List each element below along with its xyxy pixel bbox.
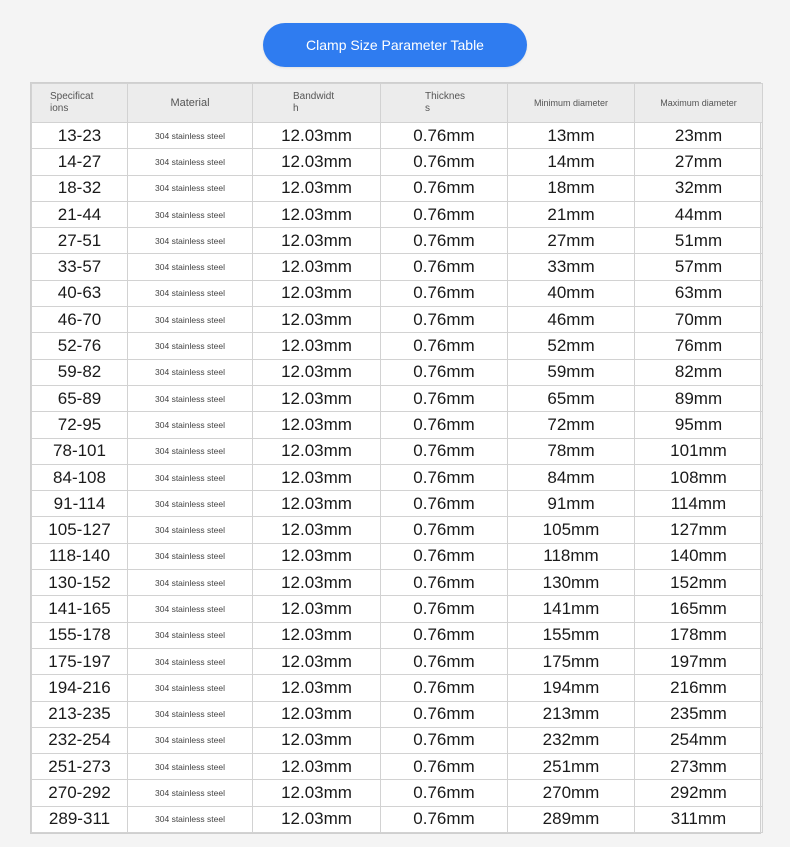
- cell-bandwidth: 12.03mm: [253, 570, 381, 596]
- cell-material: 304 stainless steel: [128, 307, 253, 333]
- cell-maximum-diameter: 273mm: [635, 754, 763, 780]
- cell-specification: 141-165: [32, 596, 128, 622]
- header-minimum-diameter: [508, 84, 635, 123]
- cell-bandwidth: 12.03mm: [253, 438, 381, 464]
- cell-maximum-diameter: 216mm: [635, 675, 763, 701]
- table-row: [32, 596, 763, 622]
- cell-maximum-diameter: 114mm: [635, 491, 763, 517]
- cell-thickness: 0.76mm: [381, 201, 508, 227]
- table-row: [32, 412, 763, 438]
- cell-minimum-diameter: 84mm: [508, 464, 635, 490]
- cell-minimum-diameter: 155mm: [508, 622, 635, 648]
- cell-minimum-diameter: 141mm: [508, 596, 635, 622]
- cell-minimum-diameter: 91mm: [508, 491, 635, 517]
- cell-minimum-diameter: 59mm: [508, 359, 635, 385]
- cell-material: 304 stainless steel: [128, 123, 253, 149]
- cell-material: 304 stainless steel: [128, 464, 253, 490]
- cell-material: 304 stainless steel: [128, 727, 253, 753]
- cell-specification: 21-44: [32, 201, 128, 227]
- cell-maximum-diameter: 89mm: [635, 385, 763, 411]
- cell-thickness: 0.76mm: [381, 175, 508, 201]
- table-row: [32, 675, 763, 701]
- cell-minimum-diameter: 78mm: [508, 438, 635, 464]
- cell-minimum-diameter: 175mm: [508, 648, 635, 674]
- cell-specification: 175-197: [32, 648, 128, 674]
- table-row: [32, 570, 763, 596]
- cell-thickness: 0.76mm: [381, 123, 508, 149]
- cell-maximum-diameter: 197mm: [635, 648, 763, 674]
- cell-material: 304 stainless steel: [128, 648, 253, 674]
- cell-minimum-diameter: 270mm: [508, 780, 635, 806]
- table-row: [32, 307, 763, 333]
- cell-specification: 194-216: [32, 675, 128, 701]
- header-material: [128, 84, 253, 123]
- cell-maximum-diameter: 127mm: [635, 517, 763, 543]
- cell-bandwidth: 12.03mm: [253, 517, 381, 543]
- page-title: Clamp Size Parameter Table: [306, 37, 484, 53]
- cell-bandwidth: 12.03mm: [253, 622, 381, 648]
- header-band-line1: Bandwidt: [293, 91, 335, 102]
- cell-bandwidth: 12.03mm: [253, 806, 381, 832]
- cell-specification: 33-57: [32, 254, 128, 280]
- cell-bandwidth: 12.03mm: [253, 727, 381, 753]
- parameter-table: [31, 83, 763, 833]
- cell-thickness: 0.76mm: [381, 438, 508, 464]
- table-row: [32, 491, 763, 517]
- cell-minimum-diameter: 65mm: [508, 385, 635, 411]
- table-row: [32, 648, 763, 674]
- cell-material: 304 stainless steel: [128, 412, 253, 438]
- cell-thickness: 0.76mm: [381, 596, 508, 622]
- cell-material: 304 stainless steel: [128, 543, 253, 569]
- table-row: [32, 622, 763, 648]
- cell-thickness: 0.76mm: [381, 149, 508, 175]
- cell-maximum-diameter: 95mm: [635, 412, 763, 438]
- cell-thickness: 0.76mm: [381, 254, 508, 280]
- cell-specification: 78-101: [32, 438, 128, 464]
- cell-minimum-diameter: 194mm: [508, 675, 635, 701]
- cell-thickness: 0.76mm: [381, 754, 508, 780]
- table-row: [32, 175, 763, 201]
- cell-material: 304 stainless steel: [128, 175, 253, 201]
- table-row: [32, 280, 763, 306]
- header-thickness: [381, 84, 508, 123]
- cell-material: 304 stainless steel: [128, 385, 253, 411]
- cell-maximum-diameter: 82mm: [635, 359, 763, 385]
- cell-thickness: 0.76mm: [381, 307, 508, 333]
- cell-minimum-diameter: 27mm: [508, 228, 635, 254]
- table-row: [32, 701, 763, 727]
- cell-bandwidth: 12.03mm: [253, 228, 381, 254]
- header-min-label: Minimum diameter: [533, 98, 609, 108]
- header-bandwidth: [253, 84, 381, 123]
- cell-maximum-diameter: 70mm: [635, 307, 763, 333]
- cell-thickness: 0.76mm: [381, 570, 508, 596]
- cell-material: 304 stainless steel: [128, 438, 253, 464]
- cell-minimum-diameter: 18mm: [508, 175, 635, 201]
- cell-material: 304 stainless steel: [128, 333, 253, 359]
- cell-thickness: 0.76mm: [381, 385, 508, 411]
- cell-material: 304 stainless steel: [128, 149, 253, 175]
- cell-maximum-diameter: 152mm: [635, 570, 763, 596]
- cell-material: 304 stainless steel: [128, 675, 253, 701]
- cell-bandwidth: 12.03mm: [253, 754, 381, 780]
- parameter-table-container: [30, 82, 761, 834]
- cell-material: 304 stainless steel: [128, 754, 253, 780]
- header-band-line2: h: [293, 103, 299, 114]
- cell-maximum-diameter: 63mm: [635, 280, 763, 306]
- cell-specification: 118-140: [32, 543, 128, 569]
- table-row: [32, 464, 763, 490]
- cell-specification: 91-114: [32, 491, 128, 517]
- cell-bandwidth: 12.03mm: [253, 201, 381, 227]
- table-row: [32, 727, 763, 753]
- header-thick-line1: Thicknes: [425, 91, 466, 102]
- cell-bandwidth: 12.03mm: [253, 412, 381, 438]
- cell-specification: 40-63: [32, 280, 128, 306]
- cell-material: 304 stainless steel: [128, 701, 253, 727]
- cell-minimum-diameter: 130mm: [508, 570, 635, 596]
- table-row: [32, 149, 763, 175]
- table-row: [32, 359, 763, 385]
- cell-specification: 14-27: [32, 149, 128, 175]
- cell-bandwidth: 12.03mm: [253, 780, 381, 806]
- cell-bandwidth: 12.03mm: [253, 464, 381, 490]
- cell-thickness: 0.76mm: [381, 780, 508, 806]
- cell-bandwidth: 12.03mm: [253, 280, 381, 306]
- cell-specification: 105-127: [32, 517, 128, 543]
- cell-specification: 232-254: [32, 727, 128, 753]
- table-row: [32, 123, 763, 149]
- cell-material: 304 stainless steel: [128, 280, 253, 306]
- table-row: [32, 201, 763, 227]
- cell-material: 304 stainless steel: [128, 254, 253, 280]
- cell-thickness: 0.76mm: [381, 228, 508, 254]
- cell-maximum-diameter: 165mm: [635, 596, 763, 622]
- cell-minimum-diameter: 33mm: [508, 254, 635, 280]
- cell-minimum-diameter: 289mm: [508, 806, 635, 832]
- cell-specification: 27-51: [32, 228, 128, 254]
- cell-specification: 52-76: [32, 333, 128, 359]
- cell-maximum-diameter: 254mm: [635, 727, 763, 753]
- cell-material: 304 stainless steel: [128, 517, 253, 543]
- cell-bandwidth: 12.03mm: [253, 701, 381, 727]
- cell-specification: 59-82: [32, 359, 128, 385]
- cell-maximum-diameter: 32mm: [635, 175, 763, 201]
- cell-thickness: 0.76mm: [381, 622, 508, 648]
- cell-bandwidth: 12.03mm: [253, 543, 381, 569]
- cell-minimum-diameter: 52mm: [508, 333, 635, 359]
- cell-specification: 84-108: [32, 464, 128, 490]
- cell-thickness: 0.76mm: [381, 648, 508, 674]
- header-thick-line2: s: [425, 103, 430, 114]
- cell-specification: 130-152: [32, 570, 128, 596]
- cell-specification: 72-95: [32, 412, 128, 438]
- cell-minimum-diameter: 232mm: [508, 727, 635, 753]
- cell-maximum-diameter: 76mm: [635, 333, 763, 359]
- cell-material: 304 stainless steel: [128, 780, 253, 806]
- table-header-row: [32, 84, 763, 123]
- table-row: [32, 754, 763, 780]
- cell-thickness: 0.76mm: [381, 412, 508, 438]
- header-spec-line1: Specificat: [50, 91, 94, 102]
- cell-material: 304 stainless steel: [128, 806, 253, 832]
- cell-bandwidth: 12.03mm: [253, 385, 381, 411]
- cell-minimum-diameter: 118mm: [508, 543, 635, 569]
- cell-material: 304 stainless steel: [128, 570, 253, 596]
- cell-thickness: 0.76mm: [381, 359, 508, 385]
- cell-material: 304 stainless steel: [128, 622, 253, 648]
- cell-bandwidth: 12.03mm: [253, 675, 381, 701]
- cell-material: 304 stainless steel: [128, 228, 253, 254]
- cell-maximum-diameter: 57mm: [635, 254, 763, 280]
- cell-specification: 251-273: [32, 754, 128, 780]
- cell-maximum-diameter: 23mm: [635, 123, 763, 149]
- cell-specification: 13-23: [32, 123, 128, 149]
- cell-thickness: 0.76mm: [381, 675, 508, 701]
- cell-bandwidth: 12.03mm: [253, 596, 381, 622]
- cell-bandwidth: 12.03mm: [253, 307, 381, 333]
- cell-maximum-diameter: 101mm: [635, 438, 763, 464]
- cell-minimum-diameter: 46mm: [508, 307, 635, 333]
- cell-maximum-diameter: 292mm: [635, 780, 763, 806]
- cell-specification: 155-178: [32, 622, 128, 648]
- cell-thickness: 0.76mm: [381, 333, 508, 359]
- header-maximum-diameter: [635, 84, 763, 123]
- cell-maximum-diameter: 178mm: [635, 622, 763, 648]
- header-specifications: [32, 84, 128, 123]
- cell-minimum-diameter: 251mm: [508, 754, 635, 780]
- cell-thickness: 0.76mm: [381, 464, 508, 490]
- cell-specification: 46-70: [32, 307, 128, 333]
- cell-material: 304 stainless steel: [128, 359, 253, 385]
- header-spec-line2: ions: [50, 103, 69, 114]
- cell-maximum-diameter: 108mm: [635, 464, 763, 490]
- cell-specification: 18-32: [32, 175, 128, 201]
- header-material-label: Material: [170, 97, 210, 109]
- table-row: [32, 543, 763, 569]
- cell-thickness: 0.76mm: [381, 543, 508, 569]
- table-row: [32, 228, 763, 254]
- cell-specification: 213-235: [32, 701, 128, 727]
- cell-maximum-diameter: 140mm: [635, 543, 763, 569]
- cell-maximum-diameter: 44mm: [635, 201, 763, 227]
- cell-thickness: 0.76mm: [381, 491, 508, 517]
- cell-minimum-diameter: 105mm: [508, 517, 635, 543]
- table-row: [32, 333, 763, 359]
- cell-minimum-diameter: 213mm: [508, 701, 635, 727]
- cell-bandwidth: 12.03mm: [253, 123, 381, 149]
- cell-minimum-diameter: 13mm: [508, 123, 635, 149]
- table-row: [32, 517, 763, 543]
- cell-specification: 270-292: [32, 780, 128, 806]
- table-body: [32, 123, 763, 833]
- table-row: [32, 438, 763, 464]
- cell-thickness: 0.76mm: [381, 701, 508, 727]
- table-row: [32, 385, 763, 411]
- cell-material: 304 stainless steel: [128, 201, 253, 227]
- cell-specification: 289-311: [32, 806, 128, 832]
- cell-minimum-diameter: 72mm: [508, 412, 635, 438]
- cell-bandwidth: 12.03mm: [253, 175, 381, 201]
- cell-material: 304 stainless steel: [128, 491, 253, 517]
- cell-material: 304 stainless steel: [128, 596, 253, 622]
- cell-bandwidth: 12.03mm: [253, 149, 381, 175]
- table-row: [32, 254, 763, 280]
- cell-specification: 65-89: [32, 385, 128, 411]
- cell-thickness: 0.76mm: [381, 280, 508, 306]
- cell-bandwidth: 12.03mm: [253, 333, 381, 359]
- table-row: [32, 780, 763, 806]
- cell-minimum-diameter: 14mm: [508, 149, 635, 175]
- cell-bandwidth: 12.03mm: [253, 254, 381, 280]
- cell-thickness: 0.76mm: [381, 806, 508, 832]
- cell-minimum-diameter: 21mm: [508, 201, 635, 227]
- cell-bandwidth: 12.03mm: [253, 491, 381, 517]
- table-title-badge: [263, 23, 527, 67]
- header-max-label: Maximum diameter: [660, 98, 737, 108]
- cell-maximum-diameter: 27mm: [635, 149, 763, 175]
- cell-maximum-diameter: 51mm: [635, 228, 763, 254]
- cell-maximum-diameter: 311mm: [635, 806, 763, 832]
- cell-bandwidth: 12.03mm: [253, 359, 381, 385]
- cell-thickness: 0.76mm: [381, 517, 508, 543]
- cell-minimum-diameter: 40mm: [508, 280, 635, 306]
- cell-bandwidth: 12.03mm: [253, 648, 381, 674]
- table-row: [32, 806, 763, 832]
- cell-thickness: 0.76mm: [381, 727, 508, 753]
- cell-maximum-diameter: 235mm: [635, 701, 763, 727]
